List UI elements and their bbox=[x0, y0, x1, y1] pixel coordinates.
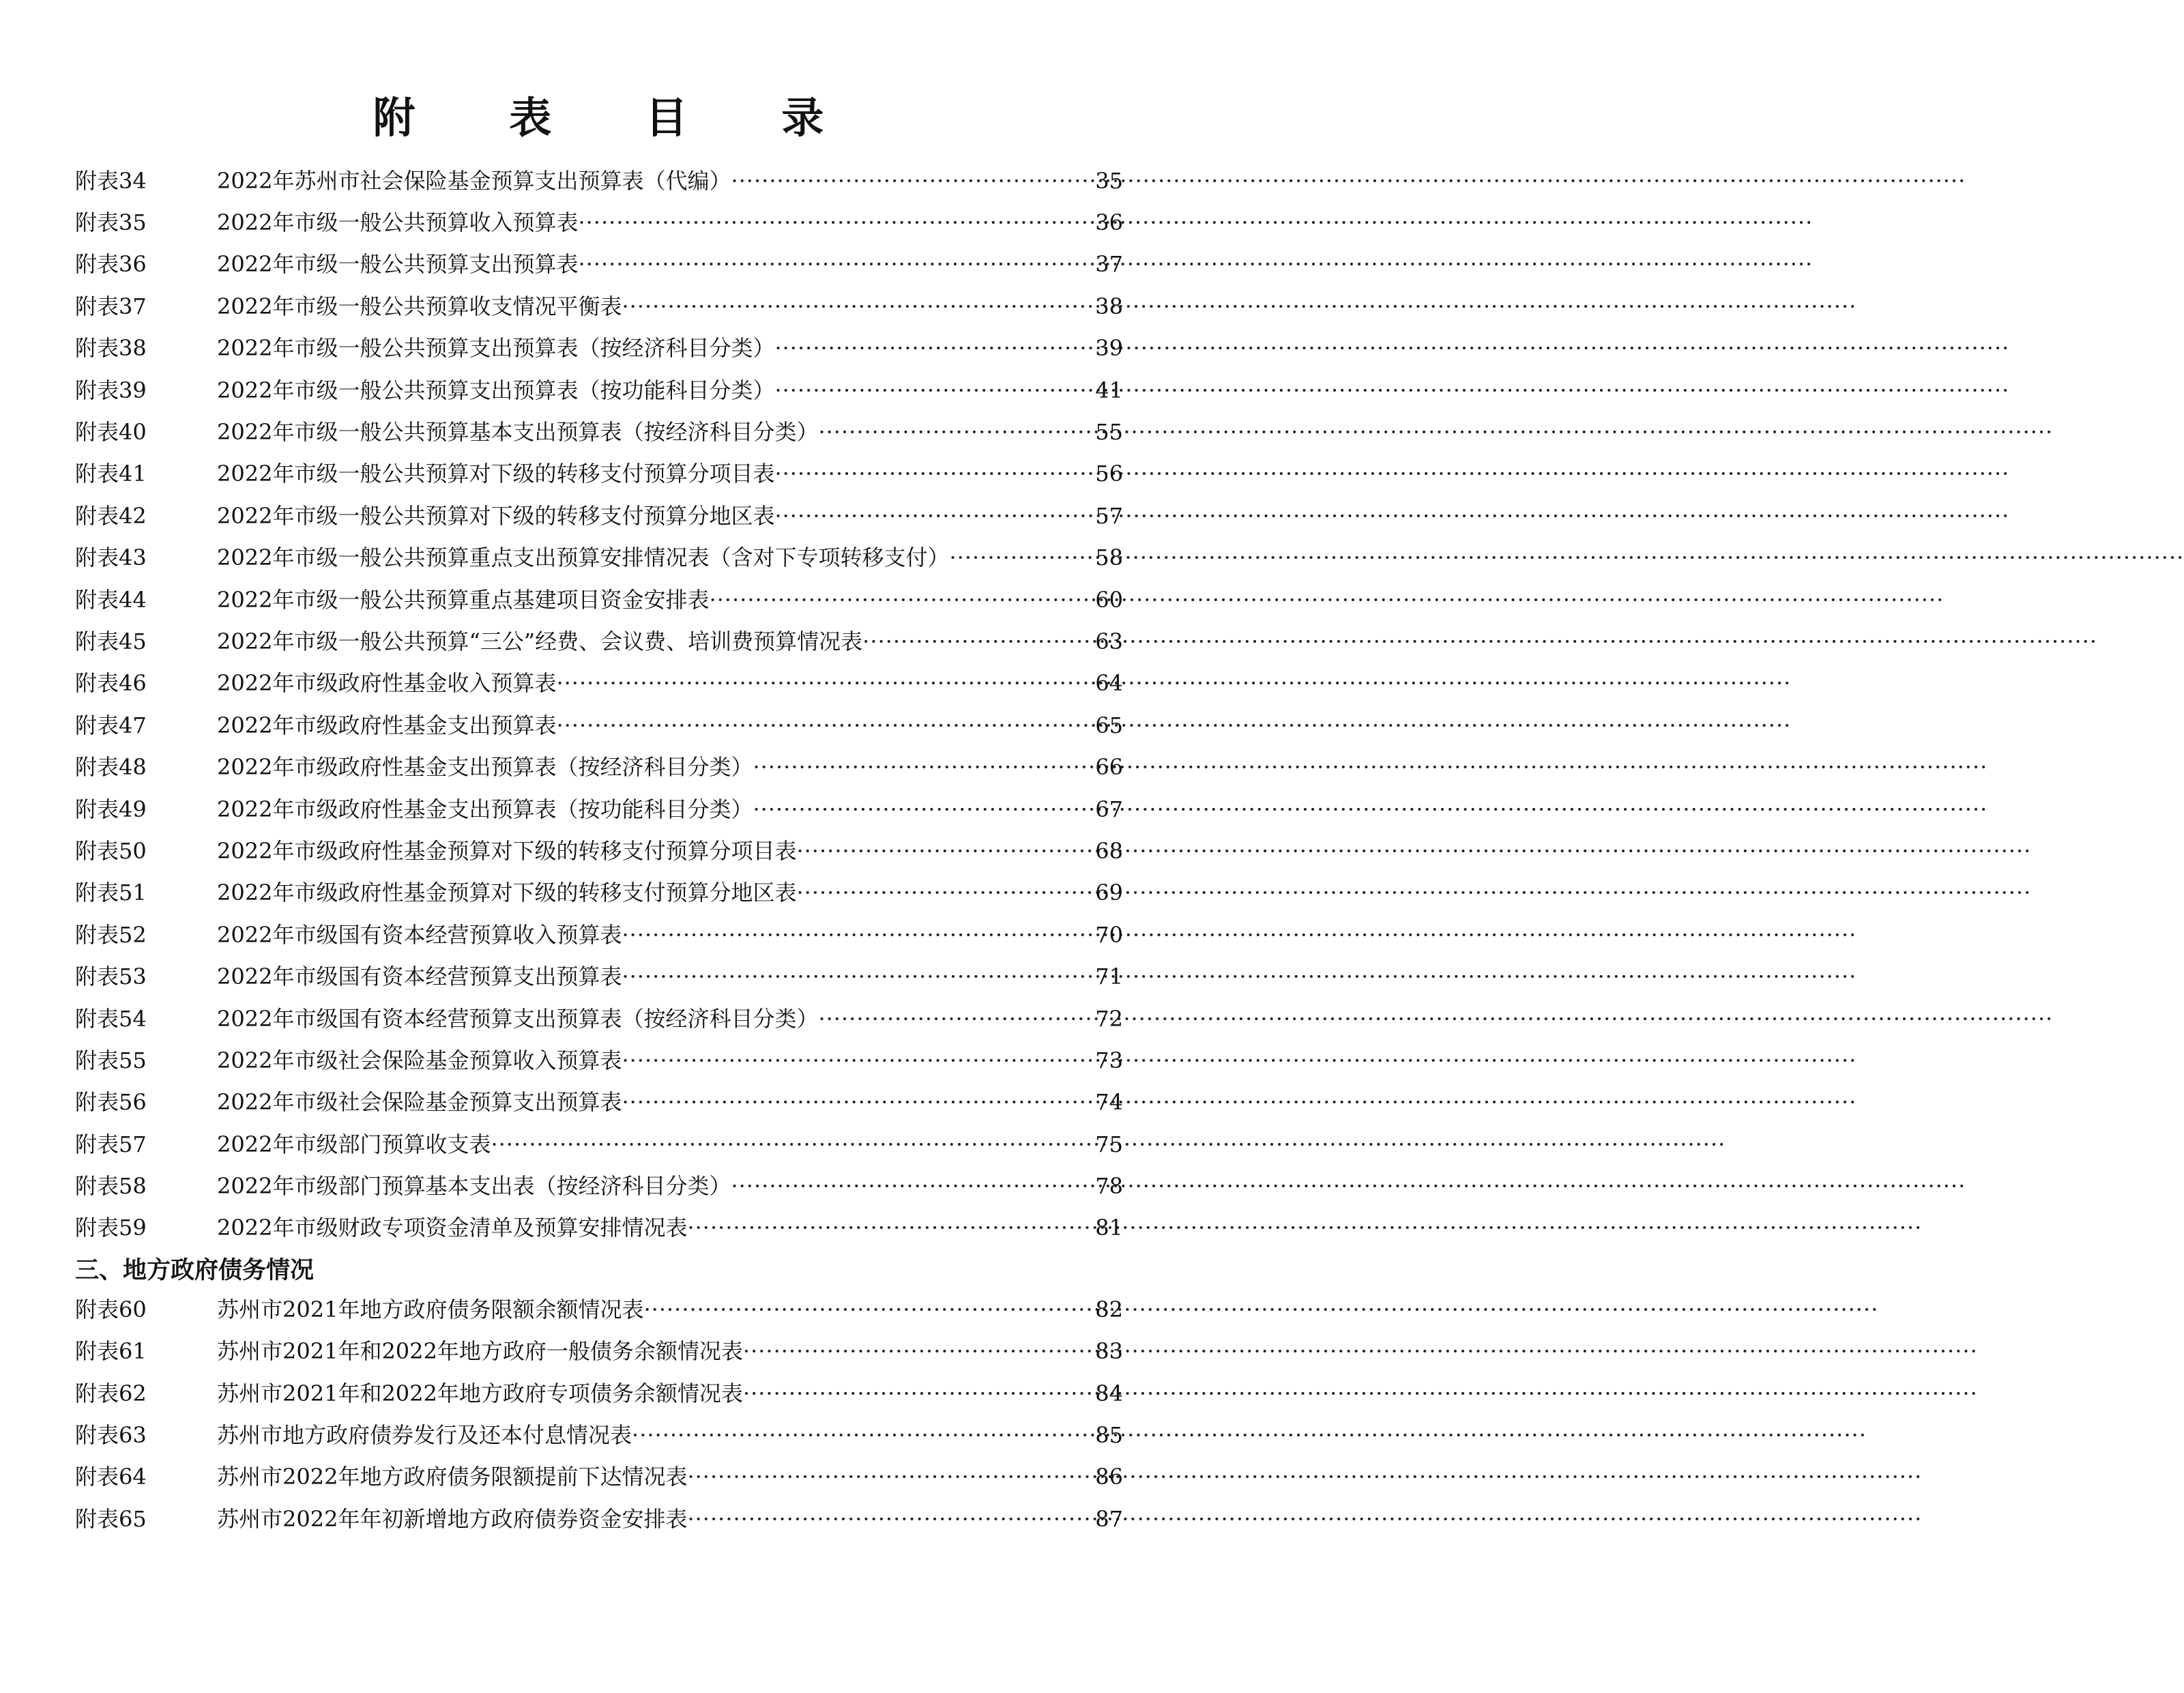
dot-leader bbox=[578, 250, 1070, 278]
entry-page-number: 85 bbox=[1095, 1422, 1123, 1449]
entry-page-number: 38 bbox=[1095, 293, 1123, 319]
entry-code: 附表51 bbox=[75, 880, 147, 906]
toc-entry[interactable] bbox=[75, 914, 1123, 955]
dot-leader bbox=[632, 1421, 1070, 1449]
entry-code: 附表49 bbox=[75, 796, 147, 822]
entry-code: 附表50 bbox=[75, 837, 147, 864]
dot-leader bbox=[774, 460, 1070, 487]
toc-entry[interactable] bbox=[75, 369, 1123, 411]
entry-code: 附表59 bbox=[75, 1215, 147, 1241]
dot-leader bbox=[753, 796, 1070, 823]
toc-entry[interactable] bbox=[75, 244, 1123, 285]
table-of-contents bbox=[75, 160, 1123, 1540]
entry-page-number: 78 bbox=[1095, 1173, 1123, 1200]
toc-entry[interactable] bbox=[75, 537, 1123, 579]
entry-page-number: 56 bbox=[1095, 461, 1123, 487]
toc-entry[interactable] bbox=[75, 1456, 1123, 1498]
entry-code: 附表62 bbox=[75, 1380, 147, 1406]
dot-leader bbox=[731, 167, 1070, 194]
toc-entry[interactable] bbox=[75, 620, 1123, 662]
entry-page-number: 70 bbox=[1095, 921, 1123, 948]
entry-title: 2022年市级部门预算基本支出表（按经济科目分类） bbox=[217, 1173, 731, 1200]
dot-leader bbox=[622, 1047, 1070, 1074]
entry-title: 2022年市级一般公共预算支出预算表（按功能科目分类） bbox=[217, 377, 775, 403]
dot-leader bbox=[743, 1337, 1070, 1365]
entry-title: 苏州市2021年地方政府债务限额余额情况表 bbox=[217, 1296, 644, 1322]
toc-entry[interactable] bbox=[75, 1039, 1123, 1081]
entry-code: 附表39 bbox=[75, 377, 147, 403]
entry-title: 2022年市级社会保险基金预算支出预算表 bbox=[217, 1089, 622, 1116]
toc-entry[interactable] bbox=[75, 704, 1123, 746]
entry-page-number: 55 bbox=[1095, 419, 1123, 446]
toc-entry[interactable] bbox=[75, 1165, 1123, 1206]
toc-entry[interactable] bbox=[75, 1123, 1123, 1165]
entry-page-number: 68 bbox=[1095, 837, 1123, 864]
toc-entry[interactable] bbox=[75, 328, 1123, 369]
entry-code: 附表65 bbox=[75, 1505, 147, 1532]
dot-leader bbox=[491, 1131, 1070, 1158]
entry-page-number: 67 bbox=[1095, 796, 1123, 822]
entry-code: 附表56 bbox=[75, 1089, 147, 1116]
entry-page-number: 86 bbox=[1095, 1464, 1123, 1490]
dot-leader bbox=[622, 963, 1070, 990]
entry-code: 附表53 bbox=[75, 964, 147, 990]
entry-code: 附表48 bbox=[75, 754, 147, 781]
toc-entry[interactable] bbox=[75, 495, 1123, 536]
dot-leader bbox=[556, 712, 1070, 739]
dot-leader bbox=[731, 1172, 1070, 1200]
entry-page-number: 82 bbox=[1095, 1296, 1123, 1322]
entry-title: 2022年市级社会保险基金预算收入预算表 bbox=[217, 1047, 622, 1073]
dot-leader bbox=[687, 1463, 1070, 1490]
entry-title: 苏州市2021年和2022年地方政府一般债务余额情况表 bbox=[217, 1338, 743, 1365]
entry-code: 附表58 bbox=[75, 1173, 147, 1200]
toc-entry[interactable] bbox=[75, 201, 1123, 243]
entry-code: 附表40 bbox=[75, 419, 147, 446]
entry-title: 苏州市2022年地方政府债务限额提前下达情况表 bbox=[217, 1464, 688, 1490]
toc-entry[interactable] bbox=[75, 746, 1123, 787]
entry-code: 附表61 bbox=[75, 1338, 147, 1365]
entry-title: 2022年市级一般公共预算支出预算表（按经济科目分类） bbox=[217, 335, 775, 362]
toc-entry[interactable] bbox=[75, 830, 1123, 871]
toc-entry[interactable] bbox=[75, 998, 1123, 1039]
entry-title: 2022年苏州市社会保险基金预算支出预算表（代编） bbox=[217, 167, 731, 194]
toc-entry[interactable] bbox=[75, 663, 1123, 704]
dot-leader bbox=[774, 334, 1070, 362]
entry-code: 附表36 bbox=[75, 251, 147, 278]
entry-code: 附表47 bbox=[75, 712, 147, 738]
entry-code: 附表43 bbox=[75, 545, 147, 571]
entry-title: 2022年市级财政专项资金清单及预算安排情况表 bbox=[217, 1215, 688, 1241]
dot-leader bbox=[949, 544, 1070, 571]
dot-leader bbox=[643, 1296, 1070, 1323]
entry-title: 2022年市级一般公共预算支出预算表 bbox=[217, 251, 579, 278]
toc-entry[interactable] bbox=[75, 1372, 1123, 1414]
entry-title: 2022年市级国有资本经营预算支出预算表（按经济科目分类） bbox=[217, 1005, 819, 1032]
entry-code: 附表55 bbox=[75, 1047, 147, 1073]
toc-group-budget-tables bbox=[75, 160, 1123, 1249]
entry-code: 附表46 bbox=[75, 670, 147, 697]
toc-entry[interactable] bbox=[75, 411, 1123, 452]
entry-title: 苏州市地方政府债券发行及还本付息情况表 bbox=[217, 1422, 632, 1449]
entry-title: 2022年市级政府性基金支出预算表（按功能科目分类） bbox=[217, 796, 753, 822]
entry-page-number: 58 bbox=[1095, 545, 1123, 571]
toc-entry[interactable] bbox=[75, 453, 1123, 495]
entry-page-number: 60 bbox=[1095, 586, 1123, 613]
dot-leader bbox=[709, 586, 1070, 613]
entry-page-number: 72 bbox=[1095, 1005, 1123, 1032]
dot-leader bbox=[578, 209, 1070, 236]
dot-leader bbox=[556, 669, 1070, 697]
dot-leader bbox=[796, 879, 1070, 906]
entry-page-number: 37 bbox=[1095, 251, 1123, 278]
toc-entry[interactable] bbox=[75, 1498, 1123, 1539]
toc-group-debt-tables bbox=[75, 1288, 1123, 1539]
entry-title: 2022年市级政府性基金支出预算表（按经济科目分类） bbox=[217, 754, 753, 781]
entry-title: 2022年市级一般公共预算重点基建项目资金安排表 bbox=[217, 586, 710, 613]
entry-code: 附表38 bbox=[75, 335, 147, 362]
toc-entry[interactable] bbox=[75, 872, 1123, 914]
entry-code: 附表44 bbox=[75, 586, 147, 613]
entry-title: 2022年市级政府性基金预算对下级的转移支付预算分地区表 bbox=[217, 880, 797, 906]
entry-code: 附表35 bbox=[75, 209, 147, 236]
toc-entry[interactable] bbox=[75, 1331, 1123, 1372]
entry-title: 2022年市级一般公共预算重点支出预算安排情况表（含对下专项转移支付） bbox=[217, 545, 950, 571]
entry-title: 2022年市级国有资本经营预算收入预算表 bbox=[217, 921, 622, 948]
entry-code: 附表60 bbox=[75, 1296, 147, 1322]
entry-page-number: 36 bbox=[1095, 209, 1123, 236]
entry-page-number: 84 bbox=[1095, 1380, 1123, 1406]
dot-leader bbox=[687, 1505, 1070, 1533]
entry-title: 2022年市级一般公共预算收入预算表 bbox=[217, 209, 579, 236]
entry-page-number: 87 bbox=[1095, 1505, 1123, 1532]
entry-title: 2022年市级一般公共预算基本支出预算表（按经济科目分类） bbox=[217, 419, 819, 446]
entry-title: 2022年市级一般公共预算收支情况平衡表 bbox=[217, 293, 622, 319]
entry-title: 2022年市级一般公共预算对下级的转移支付预算分项目表 bbox=[217, 461, 775, 487]
entry-page-number: 69 bbox=[1095, 880, 1123, 906]
entry-title: 2022年市级政府性基金预算对下级的转移支付预算分项目表 bbox=[217, 837, 797, 864]
entry-title: 2022年市级政府性基金支出预算表 bbox=[217, 712, 557, 738]
entry-code: 附表63 bbox=[75, 1422, 147, 1449]
toc-entry[interactable] bbox=[75, 955, 1123, 997]
entry-code: 附表64 bbox=[75, 1464, 147, 1490]
entry-title: 2022年市级政府性基金收入预算表 bbox=[217, 670, 557, 697]
entry-page-number: 41 bbox=[1095, 377, 1123, 403]
entry-code: 附表45 bbox=[75, 628, 147, 654]
toc-entry[interactable] bbox=[75, 1288, 1123, 1330]
toc-entry[interactable] bbox=[75, 1082, 1123, 1123]
toc-entry[interactable] bbox=[75, 579, 1123, 620]
entry-page-number: 83 bbox=[1095, 1338, 1123, 1365]
entry-title: 2022年市级一般公共预算对下级的转移支付预算分地区表 bbox=[217, 502, 775, 529]
toc-entry[interactable] bbox=[75, 160, 1123, 201]
section-heading: 三、地方政府债务情况 bbox=[75, 1257, 315, 1285]
dot-leader bbox=[818, 1005, 1070, 1032]
entry-page-number: 65 bbox=[1095, 712, 1123, 738]
entry-page-number: 57 bbox=[1095, 502, 1123, 529]
entry-code: 附表34 bbox=[75, 167, 147, 194]
entry-page-number: 39 bbox=[1095, 335, 1123, 362]
entry-page-number: 73 bbox=[1095, 1047, 1123, 1073]
entry-title: 2022年市级部门预算收支表 bbox=[217, 1131, 491, 1157]
dot-leader bbox=[796, 837, 1070, 865]
dot-leader bbox=[774, 502, 1070, 530]
toc-entry[interactable] bbox=[75, 788, 1123, 830]
dot-leader bbox=[687, 1214, 1070, 1241]
dot-leader bbox=[622, 1088, 1070, 1116]
dot-leader bbox=[622, 921, 1070, 949]
entry-code: 附表41 bbox=[75, 461, 147, 487]
dot-leader bbox=[753, 753, 1070, 781]
dot-leader bbox=[622, 293, 1070, 320]
dot-leader bbox=[862, 628, 1070, 655]
entry-code: 附表54 bbox=[75, 1005, 147, 1032]
entry-code: 附表57 bbox=[75, 1131, 147, 1157]
toc-entry[interactable] bbox=[75, 1414, 1123, 1456]
entry-title: 苏州市2021年和2022年地方政府专项债务余额情况表 bbox=[217, 1380, 743, 1406]
entry-page-number: 64 bbox=[1095, 670, 1123, 697]
entry-code: 附表37 bbox=[75, 293, 147, 319]
entry-page-number: 63 bbox=[1095, 628, 1123, 654]
entry-title: 2022年市级国有资本经营预算支出预算表 bbox=[217, 964, 622, 990]
entry-title: 苏州市2022年年初新增地方政府债券资金安排表 bbox=[217, 1505, 688, 1532]
entry-page-number: 66 bbox=[1095, 754, 1123, 781]
toc-entry[interactable] bbox=[75, 285, 1123, 327]
entry-code: 附表42 bbox=[75, 502, 147, 529]
entry-page-number: 75 bbox=[1095, 1131, 1123, 1157]
entry-page-number: 71 bbox=[1095, 964, 1123, 990]
entry-page-number: 74 bbox=[1095, 1089, 1123, 1116]
dot-leader bbox=[818, 418, 1070, 446]
entry-page-number: 81 bbox=[1095, 1215, 1123, 1241]
dot-leader bbox=[774, 377, 1070, 404]
entry-page-number: 35 bbox=[1095, 167, 1123, 194]
toc-entry[interactable] bbox=[75, 1207, 1123, 1249]
dot-leader bbox=[743, 1380, 1070, 1407]
entry-code: 附表52 bbox=[75, 921, 147, 948]
entry-title: 2022年市级一般公共预算“三公”经费、会议费、培训费预算情况表 bbox=[217, 628, 863, 654]
page-title: 附 表 目 录 bbox=[373, 93, 864, 143]
